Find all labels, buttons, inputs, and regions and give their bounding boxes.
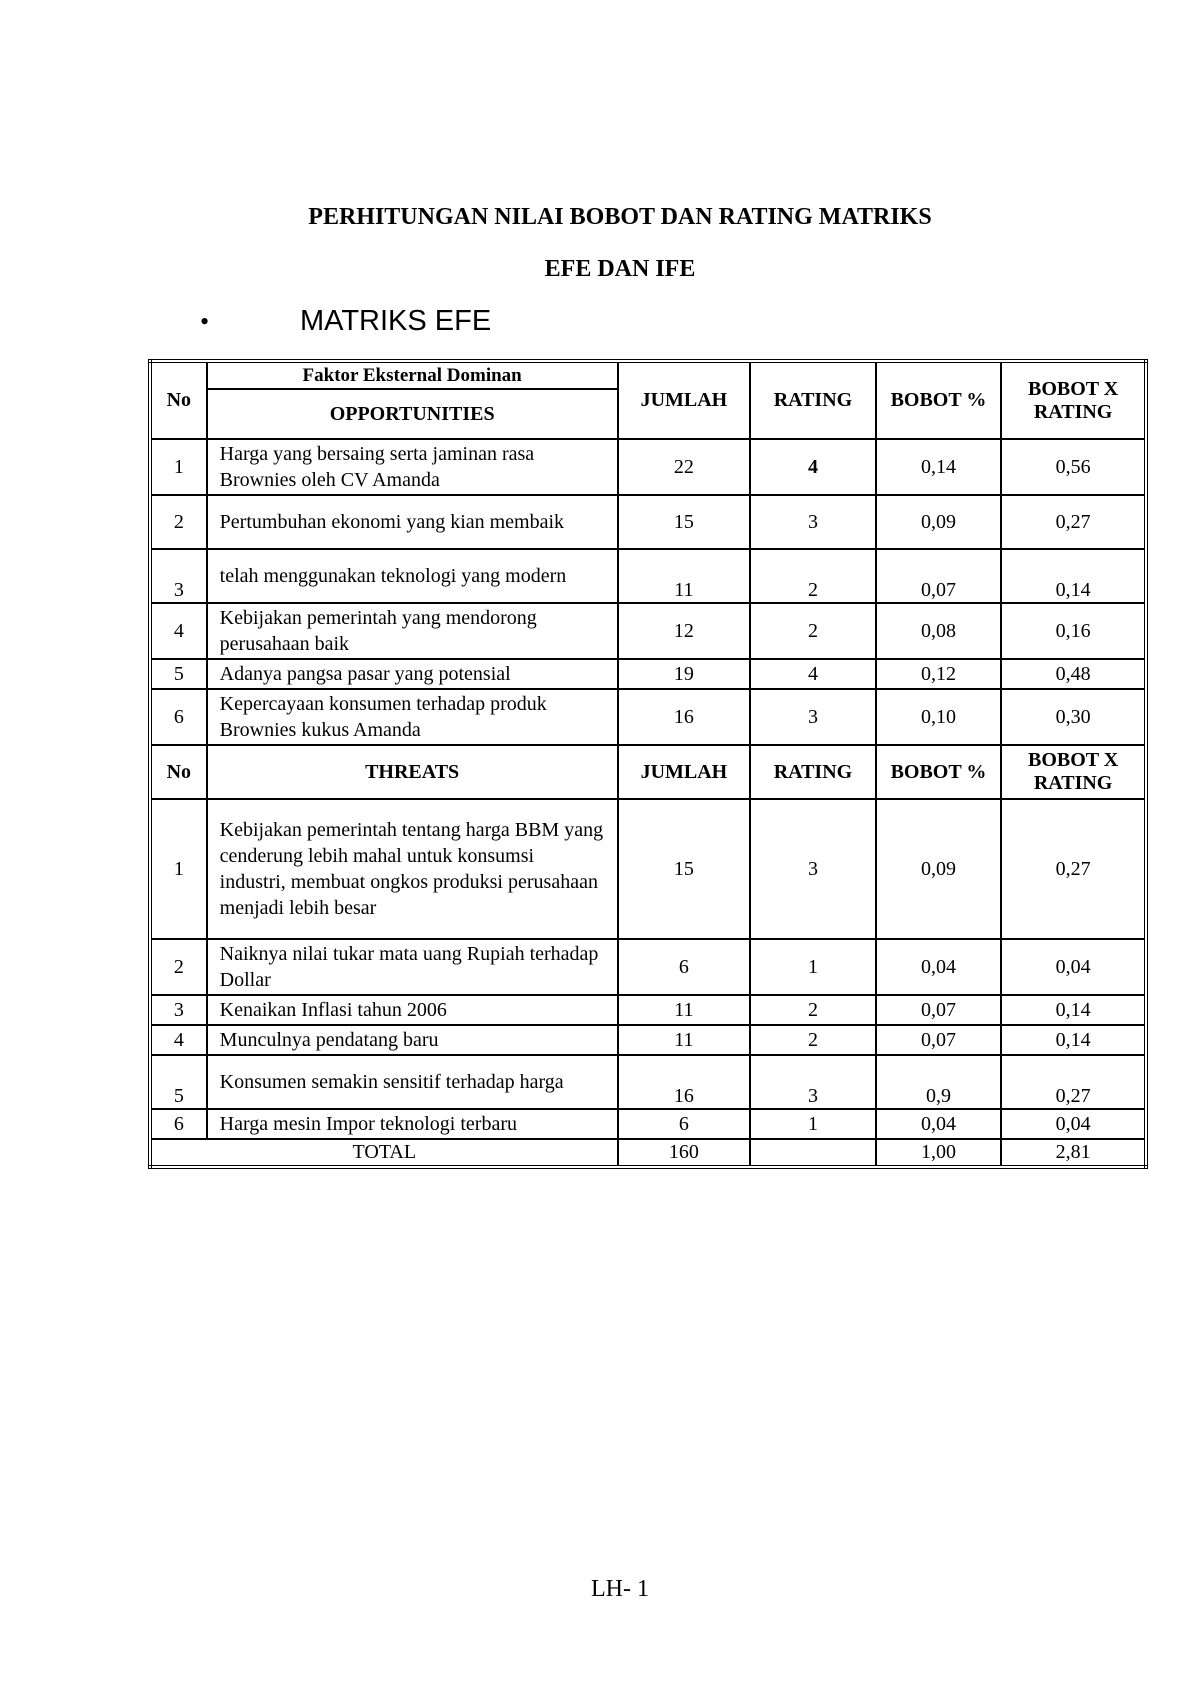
total-bobot: 1,00	[876, 1139, 1002, 1167]
header-row	[150, 361, 1146, 389]
section-heading	[200, 304, 491, 338]
row-no: 6	[150, 1109, 207, 1139]
row-no: 2	[150, 495, 207, 549]
row-rating: 2	[750, 549, 876, 603]
threats-header-row	[150, 745, 1146, 799]
threat-row	[150, 799, 1146, 939]
total-bobot-x-rating: 2,81	[1001, 1139, 1146, 1167]
row-bobot-x-rating: 0,27	[1001, 1055, 1146, 1109]
row-rating: 3	[750, 689, 876, 745]
row-jumlah: 6	[618, 1109, 751, 1139]
page-footer: LH- 1	[591, 1576, 649, 1602]
header-jumlah: JUMLAH	[618, 361, 751, 439]
row-factor: Kepercayaan konsumen terhadap produk Brownies kukus Amanda	[207, 689, 618, 745]
row-jumlah: 11	[618, 995, 751, 1025]
row-jumlah: 16	[618, 689, 751, 745]
section-title: MATRIKS EFE	[300, 305, 492, 337]
row-factor: Konsumen semakin sensitif terhadap harga	[207, 1055, 618, 1109]
threat-row	[150, 1109, 1146, 1139]
row-factor: Harga yang bersaing serta jaminan rasa Brownies oleh CV Amanda	[207, 439, 618, 495]
row-jumlah: 6	[618, 939, 751, 995]
row-jumlah: 16	[618, 1055, 751, 1109]
efe-matrix-table	[148, 359, 1148, 1169]
header-opportunities: OPPORTUNITIES	[207, 389, 618, 439]
row-bobot: 0,14	[876, 439, 1002, 495]
row-bobot-x-rating: 0,04	[1001, 939, 1146, 995]
row-bobot: 0,07	[876, 549, 1002, 603]
threats-header-rating: RATING	[750, 745, 876, 799]
opportunity-row	[150, 439, 1146, 495]
opportunity-row	[150, 549, 1146, 603]
opportunity-row	[150, 689, 1146, 745]
bullet-icon: •	[200, 307, 210, 336]
row-bobot: 0,08	[876, 603, 1002, 659]
header-rating: RATING	[750, 361, 876, 439]
row-rating: 1	[750, 939, 876, 995]
total-rating	[750, 1139, 876, 1167]
row-rating: 2	[750, 1025, 876, 1055]
row-bobot-x-rating: 0,14	[1001, 1025, 1146, 1055]
row-no: 2	[150, 939, 207, 995]
row-jumlah: 19	[618, 659, 751, 689]
row-bobot-x-rating: 0,14	[1001, 995, 1146, 1025]
row-rating: 2	[750, 995, 876, 1025]
row-no: 4	[150, 1025, 207, 1055]
total-jumlah: 160	[618, 1139, 751, 1167]
row-no: 5	[150, 659, 207, 689]
threat-row	[150, 1025, 1146, 1055]
page-subtitle: EFE DAN IFE	[544, 256, 696, 282]
row-bobot-x-rating: 0,30	[1001, 689, 1146, 745]
row-no: 4	[150, 603, 207, 659]
row-bobot: 0,07	[876, 1025, 1002, 1055]
header-threats: THREATS	[207, 745, 618, 799]
threats-header-bobot: BOBOT %	[876, 745, 1002, 799]
threat-row	[150, 1055, 1146, 1109]
header-bobot-x-rating: BOBOT X RATING	[1001, 361, 1146, 439]
row-jumlah: 12	[618, 603, 751, 659]
row-jumlah: 11	[618, 1025, 751, 1055]
page-title: PERHITUNGAN NILAI BOBOT DAN RATING MATRIKS	[308, 204, 932, 230]
row-bobot: 0,9	[876, 1055, 1002, 1109]
header-bobot: BOBOT %	[876, 361, 1002, 439]
row-factor: Harga mesin Impor teknologi terbaru	[207, 1109, 618, 1139]
row-rating: 4	[750, 439, 876, 495]
row-bobot: 0,04	[876, 1109, 1002, 1139]
row-rating: 3	[750, 1055, 876, 1109]
opportunity-row	[150, 659, 1146, 689]
row-bobot-x-rating: 0,27	[1001, 495, 1146, 549]
row-jumlah: 15	[618, 495, 751, 549]
total-label: TOTAL	[150, 1139, 618, 1167]
threats-header-jumlah: JUMLAH	[618, 745, 751, 799]
row-rating: 3	[750, 799, 876, 939]
row-factor: Kenaikan Inflasi tahun 2006	[207, 995, 618, 1025]
threats-header-no: No	[150, 745, 207, 799]
opportunity-row	[150, 603, 1146, 659]
row-no: 3	[150, 995, 207, 1025]
row-bobot-x-rating: 0,16	[1001, 603, 1146, 659]
row-factor: Pertumbuhan ekonomi yang kian membaik	[207, 495, 618, 549]
row-factor: telah menggunakan teknologi yang modern	[207, 549, 618, 603]
threat-row	[150, 995, 1146, 1025]
row-bobot-x-rating: 0,04	[1001, 1109, 1146, 1139]
row-bobot: 0,10	[876, 689, 1002, 745]
row-factor: Naiknya nilai tukar mata uang Rupiah terhadap Dollar	[207, 939, 618, 995]
row-jumlah: 11	[618, 549, 751, 603]
row-bobot: 0,09	[876, 495, 1002, 549]
header-factor-group: Faktor Eksternal Dominan	[207, 361, 618, 389]
header-no: No	[150, 361, 207, 439]
row-bobot-x-rating: 0,56	[1001, 439, 1146, 495]
row-bobot-x-rating: 0,48	[1001, 659, 1146, 689]
row-rating: 4	[750, 659, 876, 689]
row-bobot: 0,09	[876, 799, 1002, 939]
row-rating: 1	[750, 1109, 876, 1139]
row-factor: Kebijakan pemerintah tentang harga BBM yang cenderung lebih mahal untuk konsumsi industri, membuat ongkos produksi perusahaan menjadi lebih besar	[207, 799, 618, 939]
row-no: 3	[150, 549, 207, 603]
row-bobot-x-rating: 0,14	[1001, 549, 1146, 603]
row-rating: 3	[750, 495, 876, 549]
opportunity-row	[150, 495, 1146, 549]
row-no: 1	[150, 799, 207, 939]
row-no: 5	[150, 1055, 207, 1109]
row-bobot-x-rating: 0,27	[1001, 799, 1146, 939]
threat-row	[150, 939, 1146, 995]
row-rating: 2	[750, 603, 876, 659]
row-factor: Kebijakan pemerintah yang mendorong perusahaan baik	[207, 603, 618, 659]
row-jumlah: 15	[618, 799, 751, 939]
row-bobot: 0,12	[876, 659, 1002, 689]
row-bobot: 0,04	[876, 939, 1002, 995]
row-factor: Adanya pangsa pasar yang potensial	[207, 659, 618, 689]
total-row	[150, 1139, 1146, 1167]
row-no: 1	[150, 439, 207, 495]
threats-header-bobot-x-rating: BOBOT X RATING	[1001, 745, 1146, 799]
row-no: 6	[150, 689, 207, 745]
row-bobot: 0,07	[876, 995, 1002, 1025]
row-jumlah: 22	[618, 439, 751, 495]
row-factor: Munculnya pendatang baru	[207, 1025, 618, 1055]
